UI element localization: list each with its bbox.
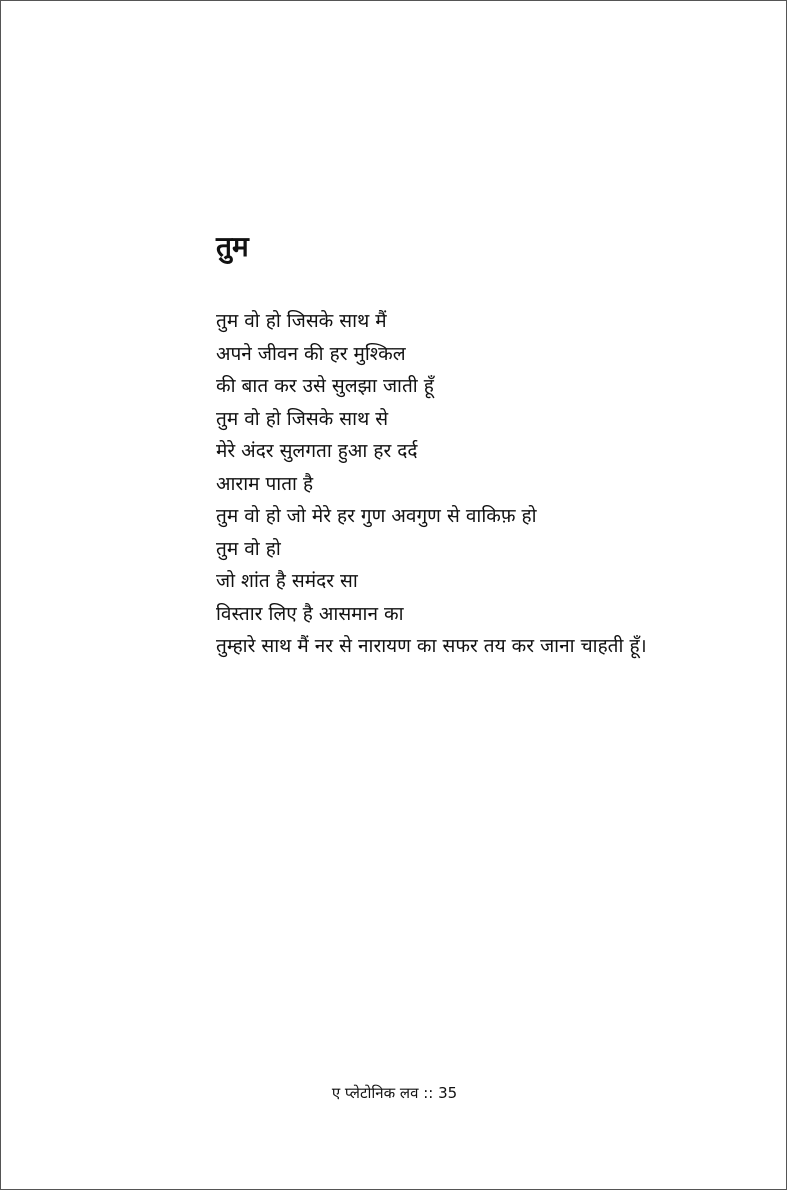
poem-title: तुम xyxy=(216,230,249,263)
poem-line: आराम पाता है xyxy=(216,472,314,495)
poem-line: जो शांत है समंदर सा xyxy=(216,570,358,592)
poem-body xyxy=(216,305,756,663)
footer-separator: :: xyxy=(423,1084,434,1102)
poem-line: विस्तार लिए है आसमान का xyxy=(216,602,404,625)
poem-line: तुम्हारे साथ मैं नर से नारायण का सफर तय कर जाना चाहती हूँ। xyxy=(216,635,647,657)
poem-line: तुम वो हो जो मेरे हर गुण अवगुण से वाकिफ़ हो xyxy=(216,505,537,527)
poem-line: तुम वो हो जिसके साथ से xyxy=(216,407,389,430)
page-footer xyxy=(1,1081,787,1105)
page-number: 35 xyxy=(438,1084,458,1102)
poem-line: अपने जीवन की हर मुश्किल xyxy=(216,342,406,365)
poem-line: तुम वो हो xyxy=(216,537,281,560)
poem-line: तुम वो हो जिसके साथ मैं xyxy=(216,310,387,332)
poem-line: की बात कर उसे सुलझा जाती हूँ xyxy=(216,375,434,397)
poem-line: मेरे अंदर सुलगता हुआ हर दर्द xyxy=(216,440,418,462)
footer-book-title: ए प्लेटोनिक लव xyxy=(331,1084,419,1102)
